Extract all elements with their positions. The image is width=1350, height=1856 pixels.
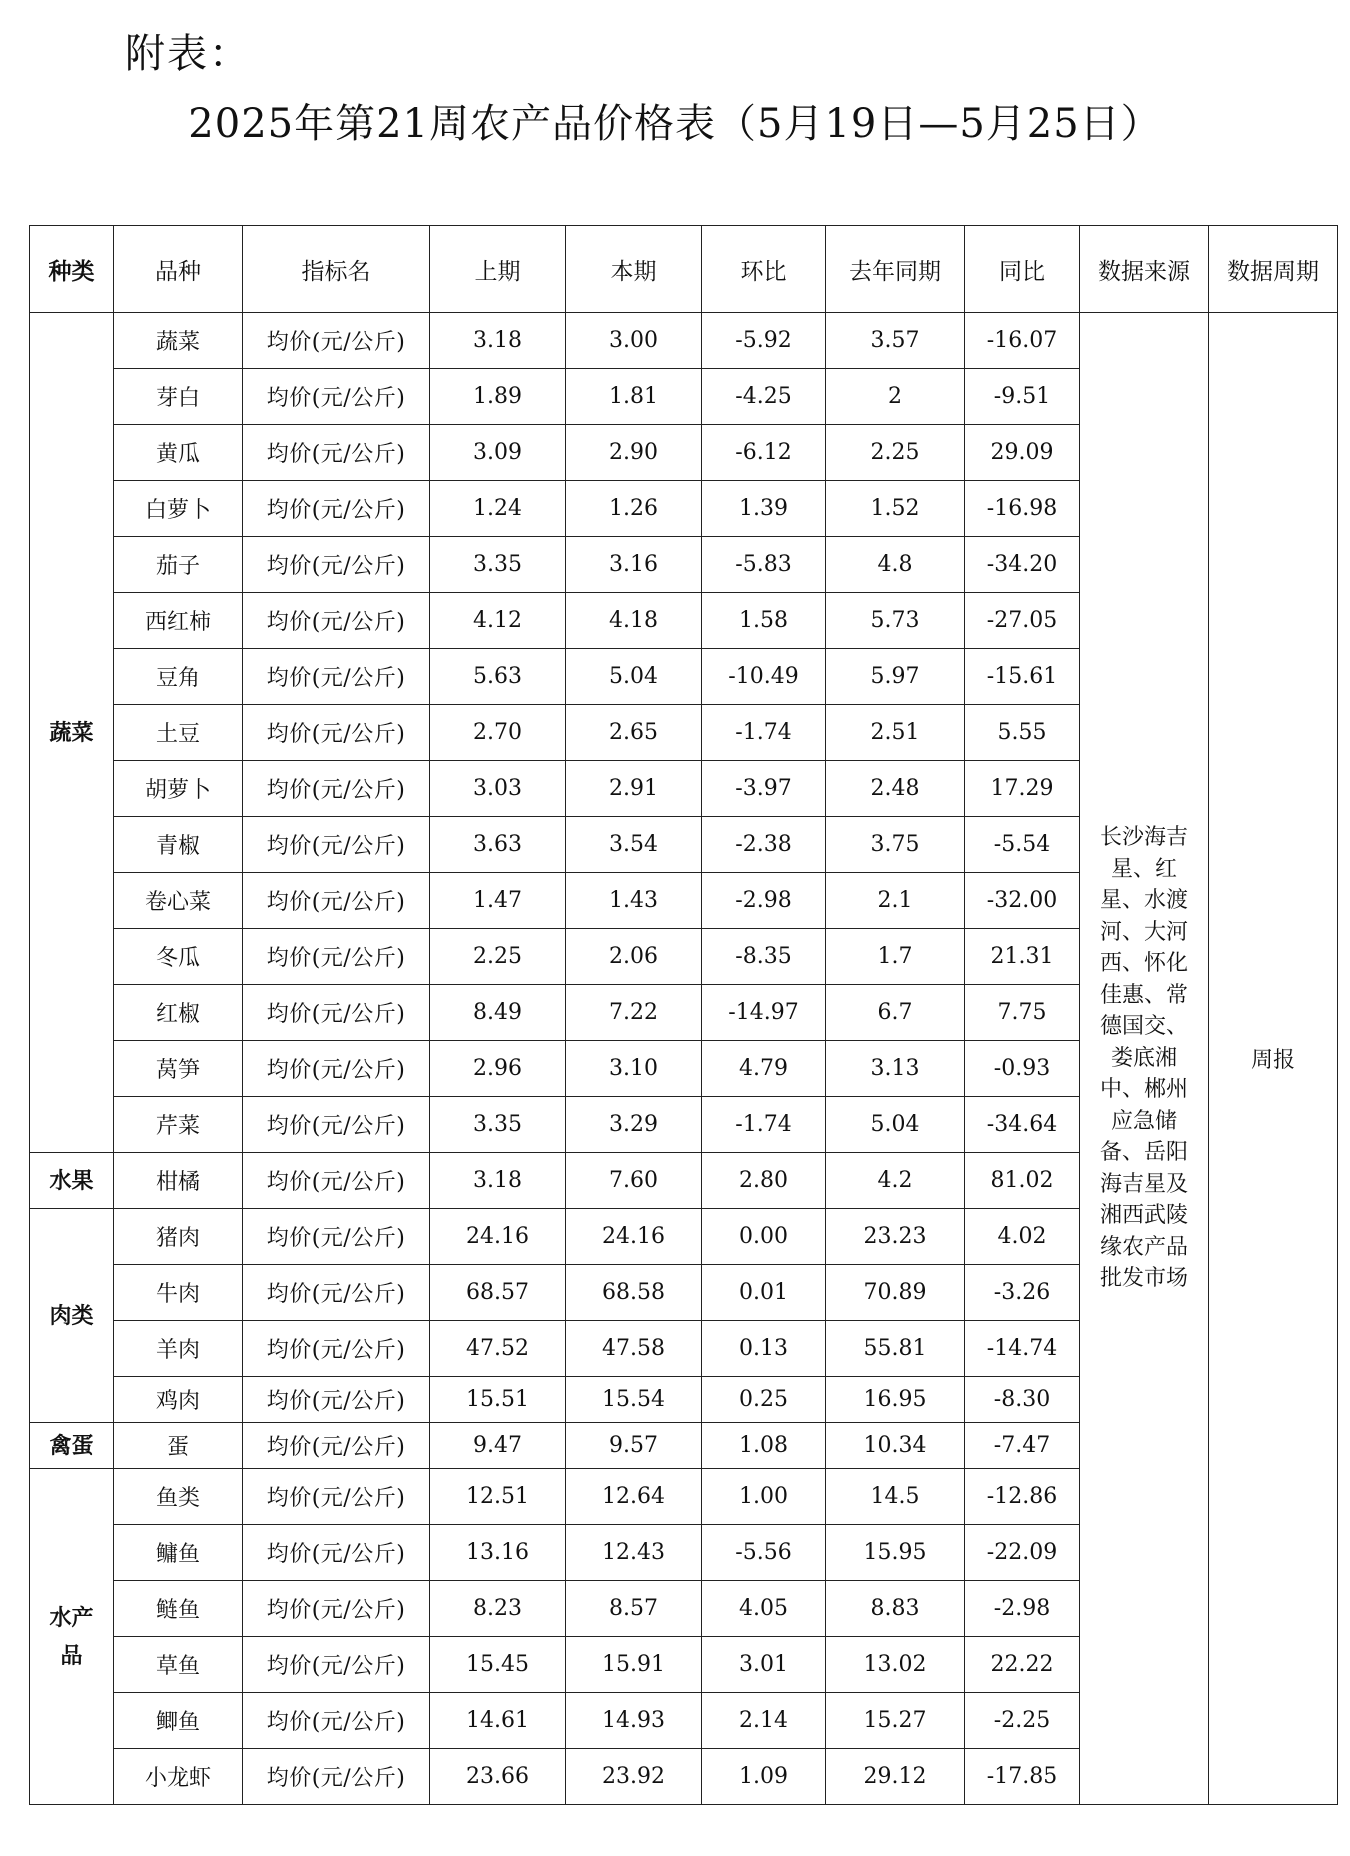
indicator-cell: 均价(元/公斤)	[243, 1469, 430, 1525]
yoy-cell: -22.09	[965, 1525, 1080, 1581]
mom-cell: 1.58	[702, 593, 826, 649]
indicator-cell: 均价(元/公斤)	[243, 1581, 430, 1637]
last-year-cell: 5.73	[826, 593, 965, 649]
last-year-cell: 70.89	[826, 1265, 965, 1321]
current-cell: 9.57	[566, 1423, 702, 1469]
variety-cell: 牛肉	[114, 1265, 243, 1321]
category-cell: 蔬菜	[30, 313, 114, 1153]
yoy-cell: -17.85	[965, 1749, 1080, 1805]
current-cell: 1.43	[566, 873, 702, 929]
current-cell: 12.64	[566, 1469, 702, 1525]
variety-cell: 蛋	[114, 1423, 243, 1469]
last-year-cell: 10.34	[826, 1423, 965, 1469]
indicator-cell: 均价(元/公斤)	[243, 705, 430, 761]
variety-cell: 西红柿	[114, 593, 243, 649]
indicator-cell: 均价(元/公斤)	[243, 1749, 430, 1805]
previous-cell: 3.03	[430, 761, 566, 817]
current-cell: 12.43	[566, 1525, 702, 1581]
last-year-cell: 4.2	[826, 1153, 965, 1209]
previous-cell: 8.49	[430, 985, 566, 1041]
current-cell: 15.91	[566, 1637, 702, 1693]
current-cell: 3.54	[566, 817, 702, 873]
last-year-cell: 55.81	[826, 1321, 965, 1377]
previous-cell: 2.70	[430, 705, 566, 761]
indicator-cell: 均价(元/公斤)	[243, 313, 430, 369]
mom-cell: 3.01	[702, 1637, 826, 1693]
variety-cell: 柑橘	[114, 1153, 243, 1209]
current-cell: 2.90	[566, 425, 702, 481]
previous-cell: 8.23	[430, 1581, 566, 1637]
table-row	[30, 313, 1338, 369]
variety-cell: 芹菜	[114, 1097, 243, 1153]
yoy-cell: -32.00	[965, 873, 1080, 929]
indicator-cell: 均价(元/公斤)	[243, 593, 430, 649]
variety-cell: 土豆	[114, 705, 243, 761]
yoy-cell: -12.86	[965, 1469, 1080, 1525]
current-cell: 47.58	[566, 1321, 702, 1377]
previous-cell: 9.47	[430, 1423, 566, 1469]
last-year-cell: 4.8	[826, 537, 965, 593]
category-cell: 水产品	[30, 1469, 114, 1805]
yoy-cell: 5.55	[965, 705, 1080, 761]
yoy-cell: 7.75	[965, 985, 1080, 1041]
indicator-cell: 均价(元/公斤)	[243, 817, 430, 873]
variety-cell: 芽白	[114, 369, 243, 425]
variety-cell: 鸡肉	[114, 1377, 243, 1423]
yoy-cell: -34.64	[965, 1097, 1080, 1153]
current-cell: 3.10	[566, 1041, 702, 1097]
yoy-cell: -7.47	[965, 1423, 1080, 1469]
last-year-cell: 16.95	[826, 1377, 965, 1423]
last-year-cell: 8.83	[826, 1581, 965, 1637]
previous-cell: 14.61	[430, 1693, 566, 1749]
table-header-row	[30, 226, 1338, 313]
variety-cell: 羊肉	[114, 1321, 243, 1377]
yoy-cell: 22.22	[965, 1637, 1080, 1693]
header-source: 数据来源	[1080, 226, 1209, 313]
indicator-cell: 均价(元/公斤)	[243, 369, 430, 425]
mom-cell: -6.12	[702, 425, 826, 481]
variety-cell: 鱼类	[114, 1469, 243, 1525]
indicator-cell: 均价(元/公斤)	[243, 481, 430, 537]
category-cell: 水果	[30, 1153, 114, 1209]
indicator-cell: 均价(元/公斤)	[243, 537, 430, 593]
previous-cell: 3.09	[430, 425, 566, 481]
indicator-cell: 均价(元/公斤)	[243, 985, 430, 1041]
current-cell: 2.65	[566, 705, 702, 761]
data-period-cell: 周报	[1209, 313, 1338, 1805]
current-cell: 5.04	[566, 649, 702, 705]
mom-cell: -4.25	[702, 369, 826, 425]
variety-cell: 鲢鱼	[114, 1581, 243, 1637]
header-period: 数据周期	[1209, 226, 1338, 313]
indicator-cell: 均价(元/公斤)	[243, 1265, 430, 1321]
data-source-cell: 长沙海吉星、红星、水渡河、大河西、怀化佳惠、常德国交、娄底湘中、郴州应急储备、岳阳海吉星及湘西武陵缘农产品批发市场	[1080, 313, 1209, 1805]
current-cell: 14.93	[566, 1693, 702, 1749]
yoy-cell: -16.07	[965, 313, 1080, 369]
indicator-cell: 均价(元/公斤)	[243, 1693, 430, 1749]
previous-cell: 3.18	[430, 313, 566, 369]
category-cell: 肉类	[30, 1209, 114, 1423]
current-cell: 68.58	[566, 1265, 702, 1321]
variety-cell: 猪肉	[114, 1209, 243, 1265]
yoy-cell: -16.98	[965, 481, 1080, 537]
mom-cell: -14.97	[702, 985, 826, 1041]
header-indicator: 指标名	[243, 226, 430, 313]
variety-cell: 胡萝卜	[114, 761, 243, 817]
mom-cell: 1.09	[702, 1749, 826, 1805]
mom-cell: -3.97	[702, 761, 826, 817]
mom-cell: -10.49	[702, 649, 826, 705]
current-cell: 1.26	[566, 481, 702, 537]
mom-cell: 4.05	[702, 1581, 826, 1637]
yoy-cell: -34.20	[965, 537, 1080, 593]
previous-cell: 15.51	[430, 1377, 566, 1423]
mom-cell: -5.56	[702, 1525, 826, 1581]
current-cell: 2.91	[566, 761, 702, 817]
last-year-cell: 15.27	[826, 1693, 965, 1749]
current-cell: 7.22	[566, 985, 702, 1041]
last-year-cell: 1.7	[826, 929, 965, 985]
mom-cell: 0.00	[702, 1209, 826, 1265]
page-title: 2025年第21周农产品价格表（5月19日—5月25日）	[188, 101, 1162, 147]
last-year-cell: 3.75	[826, 817, 965, 873]
mom-cell: -1.74	[702, 1097, 826, 1153]
last-year-cell: 15.95	[826, 1525, 965, 1581]
variety-cell: 豆角	[114, 649, 243, 705]
header-current: 本期	[566, 226, 702, 313]
mom-cell: -8.35	[702, 929, 826, 985]
variety-cell: 卷心菜	[114, 873, 243, 929]
indicator-cell: 均价(元/公斤)	[243, 1377, 430, 1423]
previous-cell: 3.35	[430, 537, 566, 593]
mom-cell: -2.98	[702, 873, 826, 929]
last-year-cell: 14.5	[826, 1469, 965, 1525]
yoy-cell: 21.31	[965, 929, 1080, 985]
yoy-cell: -14.74	[965, 1321, 1080, 1377]
last-year-cell: 23.23	[826, 1209, 965, 1265]
current-cell: 23.92	[566, 1749, 702, 1805]
header-category: 种类	[30, 226, 114, 313]
variety-cell: 鳙鱼	[114, 1525, 243, 1581]
yoy-cell: -5.54	[965, 817, 1080, 873]
indicator-cell: 均价(元/公斤)	[243, 1637, 430, 1693]
mom-cell: -1.74	[702, 705, 826, 761]
yoy-cell: -0.93	[965, 1041, 1080, 1097]
variety-cell: 红椒	[114, 985, 243, 1041]
last-year-cell: 3.57	[826, 313, 965, 369]
variety-cell: 冬瓜	[114, 929, 243, 985]
mom-cell: 4.79	[702, 1041, 826, 1097]
mom-cell: -5.92	[702, 313, 826, 369]
variety-cell: 白萝卜	[114, 481, 243, 537]
previous-cell: 23.66	[430, 1749, 566, 1805]
mom-cell: -2.38	[702, 817, 826, 873]
previous-cell: 15.45	[430, 1637, 566, 1693]
price-table	[29, 225, 1338, 1805]
last-year-cell: 5.04	[826, 1097, 965, 1153]
previous-cell: 1.47	[430, 873, 566, 929]
indicator-cell: 均价(元/公斤)	[243, 649, 430, 705]
variety-cell: 黄瓜	[114, 425, 243, 481]
last-year-cell: 13.02	[826, 1637, 965, 1693]
indicator-cell: 均价(元/公斤)	[243, 929, 430, 985]
mom-cell: 1.00	[702, 1469, 826, 1525]
current-cell: 3.16	[566, 537, 702, 593]
indicator-cell: 均价(元/公斤)	[243, 425, 430, 481]
previous-cell: 12.51	[430, 1469, 566, 1525]
mom-cell: 0.01	[702, 1265, 826, 1321]
table-body	[30, 226, 1338, 1805]
indicator-cell: 均价(元/公斤)	[243, 1209, 430, 1265]
last-year-cell: 1.52	[826, 481, 965, 537]
variety-cell: 鲫鱼	[114, 1693, 243, 1749]
indicator-cell: 均价(元/公斤)	[243, 1525, 430, 1581]
header-last-year: 去年同期	[826, 226, 965, 313]
indicator-cell: 均价(元/公斤)	[243, 1423, 430, 1469]
yoy-cell: -27.05	[965, 593, 1080, 649]
mom-cell: 0.25	[702, 1377, 826, 1423]
yoy-cell: -8.30	[965, 1377, 1080, 1423]
current-cell: 4.18	[566, 593, 702, 649]
indicator-cell: 均价(元/公斤)	[243, 1153, 430, 1209]
current-cell: 24.16	[566, 1209, 702, 1265]
yoy-cell: -2.25	[965, 1693, 1080, 1749]
appendix-label: 附表：	[125, 31, 251, 77]
last-year-cell: 2	[826, 369, 965, 425]
current-cell: 7.60	[566, 1153, 702, 1209]
previous-cell: 13.16	[430, 1525, 566, 1581]
previous-cell: 3.35	[430, 1097, 566, 1153]
previous-cell: 4.12	[430, 593, 566, 649]
mom-cell: 1.39	[702, 481, 826, 537]
previous-cell: 2.25	[430, 929, 566, 985]
current-cell: 15.54	[566, 1377, 702, 1423]
yoy-cell: -15.61	[965, 649, 1080, 705]
previous-cell: 2.96	[430, 1041, 566, 1097]
category-cell: 禽蛋	[30, 1423, 114, 1469]
indicator-cell: 均价(元/公斤)	[243, 1321, 430, 1377]
header-mom: 环比	[702, 226, 826, 313]
previous-cell: 1.89	[430, 369, 566, 425]
mom-cell: 2.80	[702, 1153, 826, 1209]
yoy-cell: 81.02	[965, 1153, 1080, 1209]
header-previous: 上期	[430, 226, 566, 313]
previous-cell: 1.24	[430, 481, 566, 537]
yoy-cell: -3.26	[965, 1265, 1080, 1321]
yoy-cell: 29.09	[965, 425, 1080, 481]
current-cell: 1.81	[566, 369, 702, 425]
previous-cell: 47.52	[430, 1321, 566, 1377]
mom-cell: 0.13	[702, 1321, 826, 1377]
last-year-cell: 3.13	[826, 1041, 965, 1097]
indicator-cell: 均价(元/公斤)	[243, 1097, 430, 1153]
last-year-cell: 2.1	[826, 873, 965, 929]
last-year-cell: 2.51	[826, 705, 965, 761]
variety-cell: 蔬菜	[114, 313, 243, 369]
variety-cell: 小龙虾	[114, 1749, 243, 1805]
previous-cell: 5.63	[430, 649, 566, 705]
header-variety: 品种	[114, 226, 243, 313]
last-year-cell: 29.12	[826, 1749, 965, 1805]
variety-cell: 草鱼	[114, 1637, 243, 1693]
mom-cell: 2.14	[702, 1693, 826, 1749]
yoy-cell: 4.02	[965, 1209, 1080, 1265]
variety-cell: 莴笋	[114, 1041, 243, 1097]
header-yoy: 同比	[965, 226, 1080, 313]
current-cell: 8.57	[566, 1581, 702, 1637]
yoy-cell: -2.98	[965, 1581, 1080, 1637]
variety-cell: 青椒	[114, 817, 243, 873]
previous-cell: 24.16	[430, 1209, 566, 1265]
previous-cell: 3.63	[430, 817, 566, 873]
variety-cell: 茄子	[114, 537, 243, 593]
last-year-cell: 2.25	[826, 425, 965, 481]
indicator-cell: 均价(元/公斤)	[243, 761, 430, 817]
indicator-cell: 均价(元/公斤)	[243, 873, 430, 929]
current-cell: 3.29	[566, 1097, 702, 1153]
last-year-cell: 5.97	[826, 649, 965, 705]
previous-cell: 3.18	[430, 1153, 566, 1209]
yoy-cell: 17.29	[965, 761, 1080, 817]
current-cell: 2.06	[566, 929, 702, 985]
yoy-cell: -9.51	[965, 369, 1080, 425]
previous-cell: 68.57	[430, 1265, 566, 1321]
last-year-cell: 6.7	[826, 985, 965, 1041]
indicator-cell: 均价(元/公斤)	[243, 1041, 430, 1097]
current-cell: 3.00	[566, 313, 702, 369]
last-year-cell: 2.48	[826, 761, 965, 817]
mom-cell: -5.83	[702, 537, 826, 593]
mom-cell: 1.08	[702, 1423, 826, 1469]
